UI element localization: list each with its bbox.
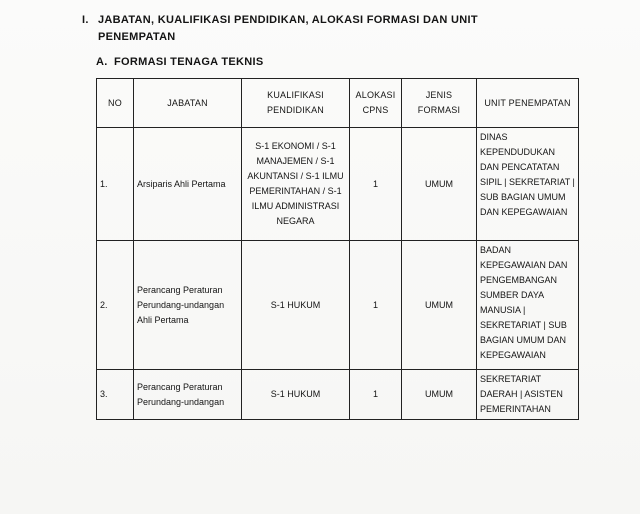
subsection-title: FORMASI TENAGA TEKNIS <box>114 56 264 68</box>
cell-jenis: UMUM <box>402 241 477 370</box>
cell-alokasi: 1 <box>350 241 402 370</box>
cell-jabatan: Arsiparis Ahli Pertama <box>134 128 242 241</box>
cell-no: 2. <box>97 241 134 370</box>
header-jenis: JENIS FORMASI <box>402 79 477 128</box>
header-unit: UNIT PENEMPATAN <box>477 79 579 128</box>
cell-alokasi: 1 <box>350 128 402 241</box>
cell-kualifikasi: S-1 EKONOMI / S-1 MANAJEMEN / S-1 AKUNTANSI / S-1 ILMU PEMERINTAHAN / S-1 ILMU ADMINISTRASI NEGARA <box>242 128 350 241</box>
cell-jabatan: Perancang Peraturan Perundang-undangan <box>134 370 242 420</box>
formasi-table <box>96 78 579 420</box>
cell-unit: BADAN KEPEGAWAIAN DAN PENGEMBANGAN SUMBER DAYA MANUSIA | SEKRETARIAT | SUB BAGIAN UMUM DAN KEPEGAWAIAN <box>477 241 579 370</box>
header-kualifikasi: KUALIFIKASI PENDIDIKAN <box>242 79 350 128</box>
cell-jabatan: Perancang Peraturan Perundang-undangan Ahli Pertama <box>134 241 242 370</box>
header-no: NO <box>97 79 134 128</box>
cell-kualifikasi: S-1 HUKUM <box>242 241 350 370</box>
header-jabatan: JABATAN <box>134 79 242 128</box>
cell-no: 1. <box>97 128 134 241</box>
cell-kualifikasi: S-1 HUKUM <box>242 370 350 420</box>
section-title-line1: JABATAN, KUALIFIKASI PENDIDIKAN, ALOKASI FORMASI DAN UNIT <box>98 14 478 26</box>
cell-jenis: UMUM <box>402 370 477 420</box>
cell-unit: DINAS KEPENDUDUKAN DAN PENCATATAN SIPIL | SEKRETARIAT | SUB BAGIAN UMUM DAN KEPEGAWAIAN <box>477 128 579 241</box>
section-title-line2: PENEMPATAN <box>98 31 176 43</box>
section-number: I. <box>82 14 89 26</box>
cell-unit: SEKRETARIAT DAERAH | ASISTEN PEMERINTAHAN <box>477 370 579 420</box>
table-header-row <box>97 79 579 128</box>
cell-jenis: UMUM <box>402 128 477 241</box>
table-row <box>97 128 579 241</box>
section-heading-line1 <box>82 12 562 29</box>
header-alokasi: ALOKASI CPNS <box>350 79 402 128</box>
subsection-heading <box>96 56 264 68</box>
table-row <box>97 370 579 420</box>
section-heading <box>82 12 562 46</box>
table-row <box>97 241 579 370</box>
subsection-number: A. <box>96 56 108 68</box>
cell-no: 3. <box>97 370 134 420</box>
cell-alokasi: 1 <box>350 370 402 420</box>
